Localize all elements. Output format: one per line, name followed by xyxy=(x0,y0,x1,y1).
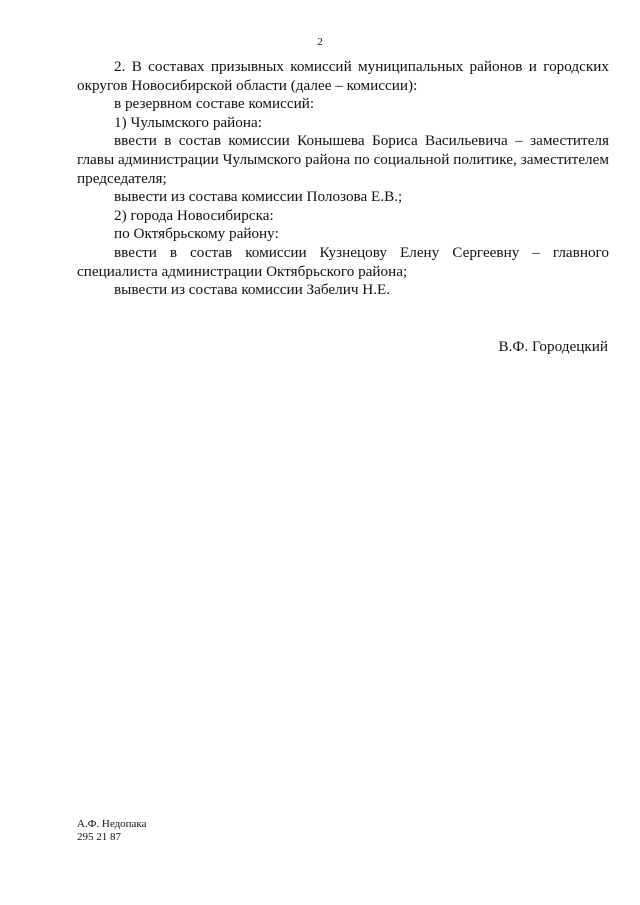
paragraph-clause-2: 2. В составах призывных комиссий муниципальных районов и городских округов Новосибирской области (далее – комиссии): xyxy=(77,58,609,94)
paragraph-novosibirsk-city: 2) города Новосибирска: xyxy=(114,206,274,224)
paragraph-remove-polozov: вывести из состава комиссии Полозова Е.В.; xyxy=(114,188,403,206)
executor-block xyxy=(77,818,147,844)
executor-phone: 295 21 87 xyxy=(77,831,121,843)
page-number: 2 xyxy=(317,36,323,48)
paragraph-chulym-district: 1) Чулымского района: xyxy=(114,113,262,131)
paragraph-oktyabrsky-district: по Октябрьскому району: xyxy=(114,225,279,243)
paragraph-remove-zabelich: вывести из состава комиссии Забелич Н.Е. xyxy=(114,281,391,299)
document-body xyxy=(77,58,609,300)
signatory-name: В.Ф. Городецкий xyxy=(498,338,608,355)
executor-name: А.Ф. Недопака xyxy=(77,818,147,830)
paragraph-add-kuznetsova: ввести в состав комиссии Кузнецову Елену Сергеевну – главного специалиста администрации Октябрьского района; xyxy=(77,243,609,280)
paragraph-add-konyshev: ввести в состав комиссии Конышева Бориса Васильевича – заместителя главы администрации Чулымского района по социальной политике, заместителем председателя; xyxy=(77,132,609,187)
paragraph-reserve-composition: в резервном составе комиссий: xyxy=(114,95,315,113)
